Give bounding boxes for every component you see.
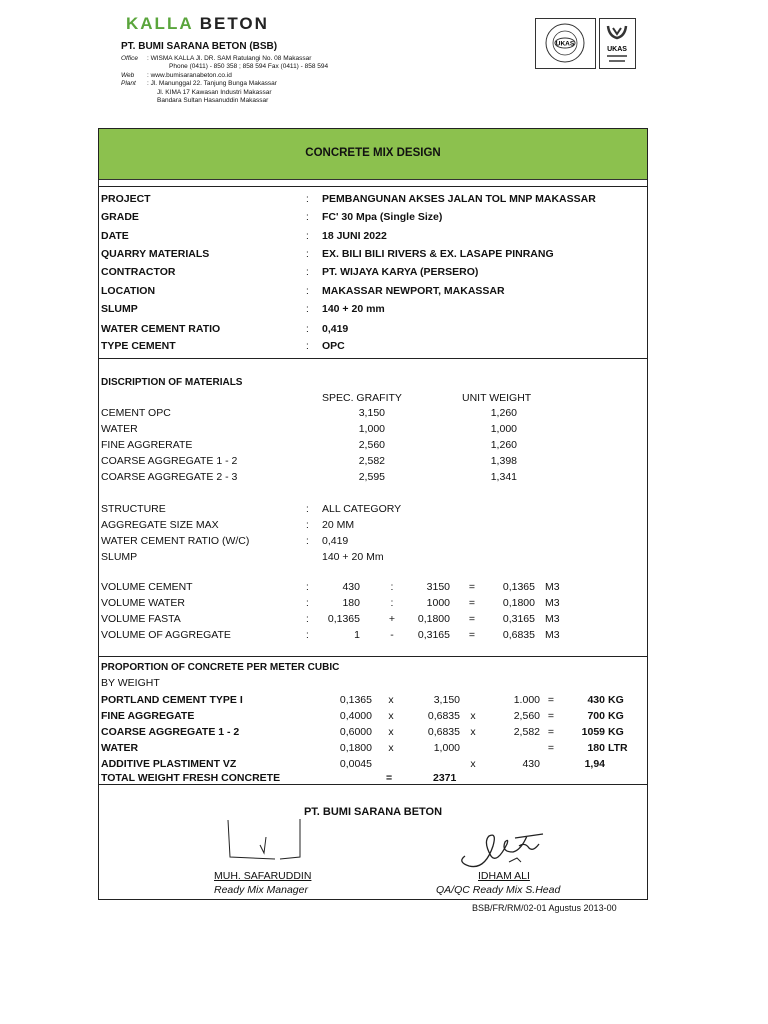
info-label: QUARRY MATERIALS: [101, 248, 210, 260]
proportion-factor-1: 0,0045: [339, 758, 372, 770]
material-spec-gravity: 1,000: [358, 423, 385, 435]
proportion-result: 180: [587, 742, 605, 754]
document-title: CONCRETE MIX DESIGN: [305, 147, 441, 159]
volume-equals: =: [468, 597, 476, 609]
structure-value: 20 MM: [322, 519, 355, 531]
proportion-result: 430: [587, 694, 605, 706]
signatory-left-name: MUH. SAFARUDDIN: [214, 870, 312, 882]
document-code: BSB/FR/RM/02-01 Agustus 2013-00: [472, 903, 617, 913]
structure-label: SLUMP: [101, 551, 138, 563]
info-label: LOCATION: [101, 285, 156, 297]
volume-colon: :: [306, 614, 309, 625]
brand-kalla: KALLA: [126, 14, 193, 33]
volume-colon: :: [306, 630, 309, 641]
info-value: 140 + 20 mm: [322, 303, 385, 315]
certification-logos: [535, 18, 640, 73]
info-value: 0,419: [322, 323, 349, 335]
signatory-right-role: QA/QC Ready Mix S.Head: [436, 884, 561, 896]
structure-colon: :: [306, 536, 309, 547]
unit-weight-header: UNIT WEIGHT: [462, 392, 532, 404]
address-line: [121, 72, 328, 80]
proportion-multiply: x: [388, 726, 394, 738]
proportion-unit: KG: [608, 694, 624, 706]
info-label: GRADE: [101, 211, 139, 223]
info-colon: :: [306, 249, 309, 260]
address-text: Phone (0411) - 850 358 ; 858 594 Fax (0411) - 858 594: [169, 63, 329, 71]
proportion-unit: KG: [608, 710, 624, 722]
info-colon: :: [306, 194, 309, 205]
info-label: WATER CEMENT RATIO: [101, 323, 221, 335]
info-value: 18 JUNI 2022: [322, 230, 387, 242]
address-text: : WISMA KALLA Jl. DR. SAM Ratulangi No. 08 Makassar: [147, 55, 312, 62]
proportion-multiply: x: [388, 742, 394, 754]
address-label: Plant: [121, 80, 136, 88]
proportion-factor-1: 0,1365: [339, 694, 372, 706]
info-label: SLUMP: [101, 303, 138, 315]
proportion-equals: =: [547, 726, 555, 738]
proportion-multiply: x: [470, 758, 476, 770]
material-spec-gravity: 3,150: [358, 407, 385, 419]
material-unit-weight: 1,260: [490, 439, 517, 451]
info-label: CONTRACTOR: [101, 266, 176, 278]
address-line: [121, 97, 328, 105]
signatory-right-name: IDHAM ALI: [478, 870, 530, 882]
volume-colon: :: [306, 598, 309, 609]
material-unit-weight: 1,260: [490, 407, 517, 419]
material-unit-weight: 1,000: [490, 423, 517, 435]
title-bar: [99, 129, 647, 180]
divider: [99, 784, 647, 785]
address-text: : Jl. Manunggal 22. Tanjung Bunga Makassar: [147, 80, 277, 88]
proportion-label: WATER: [101, 742, 139, 754]
proportion-equals: =: [547, 694, 555, 706]
cert-badge-2: UKAS: [607, 46, 627, 53]
volume-operand-a: 180: [342, 597, 360, 609]
proportion-label: PORTLAND CEMENT TYPE I: [101, 694, 243, 706]
info-label: PROJECT: [101, 193, 151, 205]
proportion-heading: PROPORTION OF CONCRETE PER METER CUBIC: [101, 662, 340, 673]
volume-equals: =: [468, 629, 476, 641]
volume-label: VOLUME WATER: [101, 597, 186, 609]
proportion-equals: =: [547, 710, 555, 722]
address-label: [121, 63, 147, 71]
info-label: TYPE CEMENT: [101, 340, 176, 352]
volume-operand-a: 1: [354, 629, 360, 641]
proportion-subheading: BY WEIGHT: [101, 677, 160, 689]
structure-value: 0,419: [322, 535, 349, 547]
address-line: [121, 89, 328, 97]
proportion-factor-2: 3,150: [433, 694, 460, 706]
info-value: OPC: [322, 340, 345, 352]
address-line: [121, 63, 328, 71]
proportion-result: 1,94: [584, 758, 605, 770]
address-line: [121, 55, 328, 63]
volume-operand-b: 0,1800: [417, 613, 450, 625]
cert-badge-1: UKAS: [555, 40, 575, 48]
proportion-factor-3: 1.000: [513, 694, 540, 706]
signature-right-icon: [455, 822, 565, 872]
material-unit-weight: 1,341: [490, 471, 517, 483]
proportion-result: 700: [587, 710, 605, 722]
brand-logo: [126, 14, 269, 34]
proportion-multiply: x: [388, 710, 394, 722]
proportion-factor-3: 2,560: [513, 710, 540, 722]
info-colon: :: [306, 304, 309, 315]
info-value: PT. WIJAYA KARYA (PERSERO): [322, 266, 479, 278]
certification-icon: [535, 18, 640, 73]
volume-equals: =: [468, 581, 476, 593]
volume-result: 0,1365: [502, 581, 535, 593]
volume-operand-a: 430: [342, 581, 360, 593]
info-label: DATE: [101, 230, 129, 242]
divider: [99, 186, 647, 187]
volume-label: VOLUME CEMENT: [101, 581, 193, 593]
proportion-factor-3: 430: [522, 758, 540, 770]
address-text: Jl. KIMA 17 Kawasan Industri Makassar: [157, 88, 272, 96]
proportion-factor-1: 0,4000: [339, 710, 372, 722]
total-label: TOTAL WEIGHT FRESH CONCRETE: [101, 772, 281, 784]
proportion-factor-1: 0,1800: [339, 742, 372, 754]
info-value: FC' 30 Mpa (Single Size): [322, 211, 443, 223]
material-spec-gravity: 2,582: [358, 455, 385, 467]
material-name: FINE AGGRERATE: [101, 439, 193, 451]
volume-operand-a: 0,1365: [327, 613, 360, 625]
company-address: [121, 55, 328, 105]
proportion-unit: LTR: [608, 742, 628, 754]
structure-colon: :: [306, 504, 309, 515]
volume-unit: M3: [545, 597, 560, 609]
material-unit-weight: 1,398: [490, 455, 517, 467]
material-spec-gravity: 2,560: [358, 439, 385, 451]
address-label: [121, 97, 147, 105]
address-label: Office: [121, 55, 138, 62]
divider: [99, 358, 647, 359]
volume-colon: :: [306, 582, 309, 593]
total-eq: =: [386, 772, 393, 784]
volume-unit: M3: [545, 613, 560, 625]
proportion-unit: KG: [608, 726, 624, 738]
info-colon: :: [306, 341, 309, 352]
proportion-label: ADDITIVE PLASTIMENT VZ: [101, 758, 237, 770]
total-value: 2371: [433, 772, 457, 784]
proportion-label: COARSE AGGREGATE 1 - 2: [101, 726, 240, 738]
volume-operator: +: [388, 613, 396, 625]
address-text: : www.bumisaranabeton.co.id: [147, 71, 232, 79]
info-colon: :: [306, 324, 309, 335]
volume-label: VOLUME OF AGGREGATE: [101, 629, 231, 641]
volume-unit: M3: [545, 629, 560, 641]
material-spec-gravity: 2,595: [358, 471, 385, 483]
divider: [99, 656, 647, 657]
info-value: PEMBANGUNAN AKSES JALAN TOL MNP MAKASSAR: [322, 193, 596, 205]
volume-unit: M3: [545, 581, 560, 593]
volume-result: 0,1800: [502, 597, 535, 609]
signature-left-icon: [220, 815, 320, 870]
info-colon: :: [306, 267, 309, 278]
structure-value: ALL CATEGORY: [322, 503, 402, 515]
info-colon: :: [306, 286, 309, 297]
volume-operand-b: 1000: [426, 597, 450, 609]
brand-beton: BETON: [199, 14, 269, 33]
material-name: WATER: [101, 423, 138, 435]
info-colon: :: [306, 212, 309, 223]
address-line: [121, 80, 328, 88]
volume-operand-b: 0,3165: [417, 629, 450, 641]
proportion-result: 1059: [581, 726, 605, 738]
proportion-multiply: x: [470, 710, 476, 722]
material-name: CEMENT OPC: [101, 407, 171, 419]
structure-value: 140 + 20 Mm: [322, 551, 384, 563]
material-name: COARSE AGGREGATE 1 - 2: [101, 455, 238, 467]
proportion-factor-2: 1,000: [433, 742, 460, 754]
structure-colon: :: [306, 520, 309, 531]
signature-company: PT. BUMI SARANA BETON: [303, 806, 443, 818]
proportion-factor-2: 0,6835: [427, 726, 460, 738]
address-label: Web: [121, 71, 135, 79]
info-colon: :: [306, 231, 309, 242]
volume-operand-b: 3150: [426, 581, 450, 593]
info-value: MAKASSAR NEWPORT, MAKASSAR: [322, 285, 505, 297]
address-label: [121, 89, 147, 97]
volume-label: VOLUME FASTA: [101, 613, 181, 625]
volume-operator: -: [390, 629, 394, 641]
structure-label: STRUCTURE: [101, 503, 166, 515]
structure-label: AGGREGATE SIZE MAX: [101, 519, 219, 531]
proportion-label: FINE AGGREGATE: [101, 710, 195, 722]
proportion-multiply: x: [470, 726, 476, 738]
volume-operator: :: [390, 597, 394, 609]
company-name: PT. BUMI SARANA BETON (BSB): [121, 41, 278, 52]
volume-equals: =: [468, 613, 476, 625]
address-text: Bandara Sultan Hasanuddin Makassar: [157, 97, 269, 105]
structure-label: WATER CEMENT RATIO (W/C): [101, 535, 250, 547]
proportion-equals: =: [547, 742, 555, 754]
volume-operator: :: [390, 581, 394, 593]
volume-result: 0,6835: [502, 629, 535, 641]
signatory-left-role: Ready Mix Manager: [214, 884, 308, 896]
info-value: EX. BILI BILI RIVERS & EX. LASAPE PINRANG: [322, 248, 554, 260]
proportion-factor-3: 2,582: [513, 726, 540, 738]
volume-result: 0,3165: [502, 613, 535, 625]
proportion-multiply: x: [388, 694, 394, 706]
materials-heading: DISCRIPTION OF MATERIALS: [101, 377, 243, 388]
proportion-factor-1: 0,6000: [339, 726, 372, 738]
proportion-factor-2: 0,6835: [427, 710, 460, 722]
spec-gravity-header: SPEC. GRAFITY: [322, 392, 402, 404]
material-name: COARSE AGGREGATE 2 - 3: [101, 471, 238, 483]
